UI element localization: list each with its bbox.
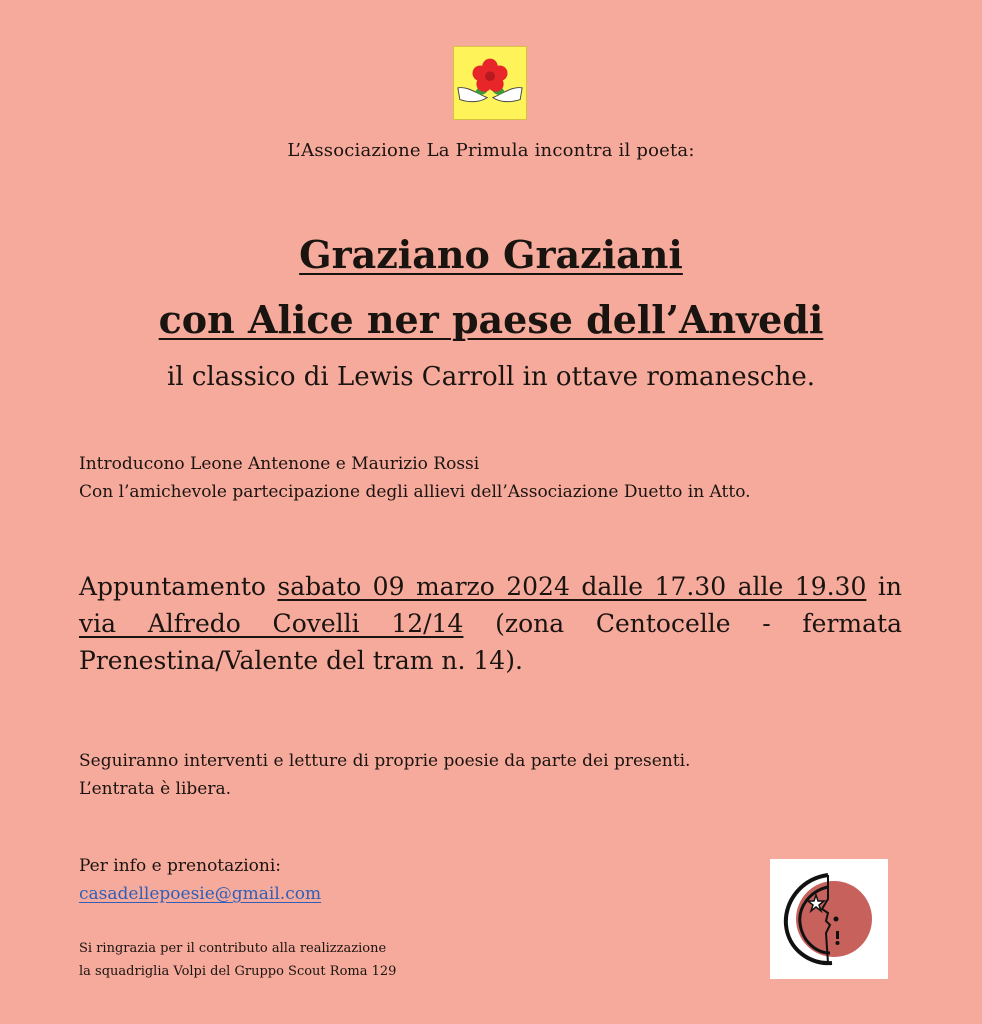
introducers-line: Introducono Leone Antenone e Maurizio Rossi <box>79 454 480 474</box>
contact-block <box>79 852 321 908</box>
book-subtitle: il classico di Lewis Carroll in ottave romanesche. <box>167 362 815 392</box>
thanks-line-2: la squadriglia Volpi del Gruppo Scout Roma 129 <box>79 964 397 979</box>
organizer-intro: L’Associazione La Primula incontra il poeta: <box>287 140 695 161</box>
thanks-block <box>79 937 396 983</box>
appointment-label: Appuntamento <box>79 572 266 601</box>
appointment-address: via Alfredo Covelli 12/14 <box>79 609 464 638</box>
appointment-paragraph <box>79 568 902 679</box>
primula-logo-icon <box>453 46 527 120</box>
introducers-block <box>79 450 751 506</box>
appointment-details: (zona Centocelle - fermata Prenestina/Valente del tram n. 14). <box>79 609 902 675</box>
free-entry-line: L’entrata è libera. <box>79 779 232 799</box>
appointment-in: in <box>877 572 902 601</box>
moon-logo-icon <box>770 859 888 979</box>
poet-name-heading: Graziano Graziani <box>299 232 683 277</box>
book-title-heading: con Alice ner paese dell’Anvedi <box>158 297 824 342</box>
contact-email-link[interactable]: casadellepoesie@gmail.com <box>79 884 322 904</box>
follow-up-block <box>79 747 690 803</box>
follow-up-line: Seguiranno interventi e letture di proprie poesie da parte dei presenti. <box>79 751 691 771</box>
participation-line: Con l’amichevole partecipazione degli allievi dell’Associazione Duetto in Atto. <box>79 482 751 502</box>
contact-label: Per info e prenotazioni: <box>79 856 282 876</box>
thanks-line-1: Si ringrazia per il contributo alla realizzazione <box>79 941 387 956</box>
appointment-date: sabato 09 marzo 2024 dalle 17.30 alle 19.30 <box>277 572 867 601</box>
